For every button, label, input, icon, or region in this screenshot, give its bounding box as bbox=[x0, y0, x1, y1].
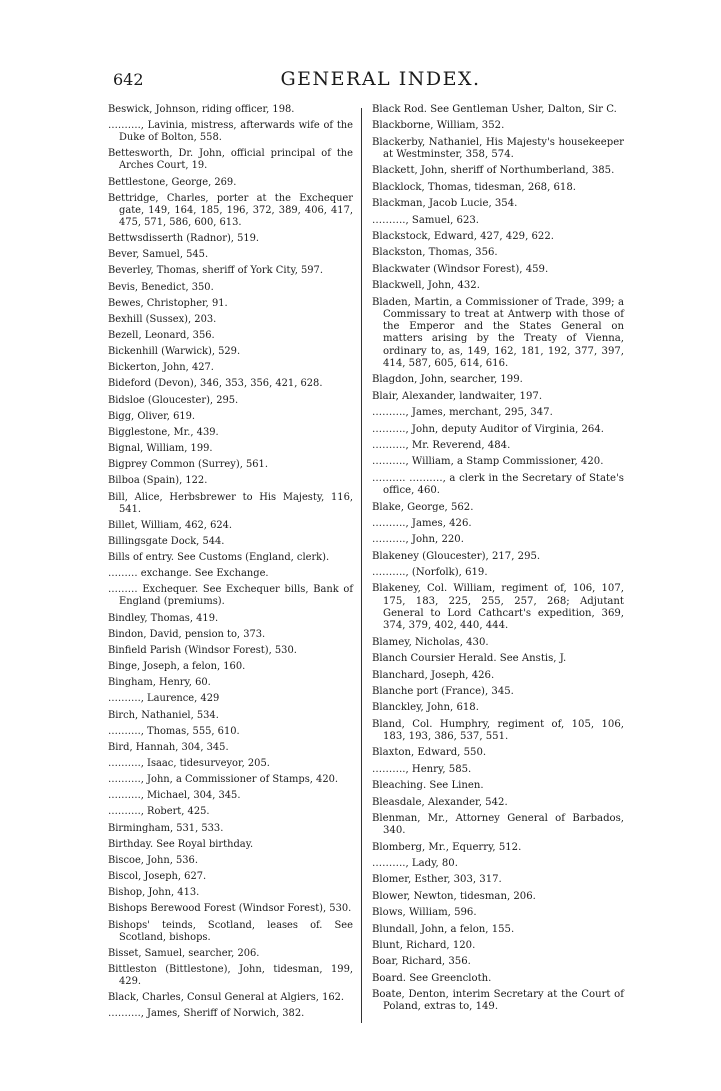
index-entry: Bladen, Martin, a Commissioner of Trade, 399; a Commissary to treat at Antwerp with those of the Emperor and the States General on matters arising by the Treaty of Vienna, ordinary to, as, 149, 162, 181, 192, 377, 397, 414, 587, 605, 614, 616. bbox=[372, 296, 624, 370]
index-entry: Birch, Nathaniel, 534. bbox=[108, 709, 219, 721]
index-entry: Blakeney, Col. William, regiment of, 106, 107, 175, 183, 225, 255, 257, 268; Adjutant General to Lord Cathcart's expedition, 369, 374, 379, 402, 440, 444. bbox=[372, 583, 624, 632]
page-title: GENERAL INDEX. bbox=[280, 68, 481, 90]
index-entry: Billingsgate Dock, 544. bbox=[108, 535, 225, 547]
index-entry: Bettesworth, Dr. John, official principal of the Arches Court, 19. bbox=[108, 148, 353, 172]
index-entry: ………., James, merchant, 295, 347. bbox=[372, 407, 553, 419]
index-entry: ………., Mr. Reverend, 484. bbox=[372, 440, 511, 452]
index-entry: Bindon, David, pension to, 373. bbox=[108, 628, 266, 640]
index-entry: Blackman, Jacob Lucie, 354. bbox=[372, 198, 518, 210]
index-entry: Bittleston (Bittlestone), John, tidesman, 199, 429. bbox=[108, 963, 353, 987]
index-entry: Blanckley, John, 618. bbox=[372, 702, 479, 714]
index-entry: Bishops Berewood Forest (Windsor Forest), 530. bbox=[108, 903, 352, 915]
index-entry: Bilboa (Spain), 122. bbox=[108, 475, 208, 487]
index-entry: Bishops' teinds, Scotland, leases of. See Scotland, bishops. bbox=[108, 919, 353, 943]
index-entry: Blacklock, Thomas, tidesman, 268, 618. bbox=[372, 181, 576, 193]
index-entry: Blagdon, John, searcher, 199. bbox=[372, 374, 523, 386]
index-entry: Bexhill (Sussex), 203. bbox=[108, 313, 217, 325]
index-entry: ………., John, 220. bbox=[372, 534, 464, 546]
index-entry: Bingham, Henry, 60. bbox=[108, 677, 211, 689]
index-entry: Blackborne, William, 352. bbox=[372, 120, 505, 132]
index-entry: ………., Thomas, 555, 610. bbox=[108, 725, 240, 737]
right-index-column bbox=[372, 104, 624, 1018]
index-entry: Blackerby, Nathaniel, His Majesty's housekeeper at Westminster, 358, 574. bbox=[372, 136, 624, 161]
index-entry: Blair, Alexander, landwaiter, 197. bbox=[372, 390, 543, 402]
index-entry: Blaxton, Edward, 550. bbox=[372, 747, 487, 759]
index-entry: Bever, Samuel, 545. bbox=[108, 249, 209, 261]
page-number: 642 bbox=[113, 70, 144, 89]
index-entry: Blomberg, Mr., Equerry, 512. bbox=[372, 841, 522, 853]
index-entry: Bill, Alice, Herbsbrewer to His Majesty, 116, 541. bbox=[108, 491, 353, 515]
index-entry: Blanchard, Joseph, 426. bbox=[372, 669, 495, 681]
index-entry: ………., John, a Commissioner of Stamps, 420. bbox=[108, 774, 339, 786]
left-index-column bbox=[108, 104, 353, 1024]
index-entry: Board. See Greencloth. bbox=[372, 972, 492, 984]
index-entry: Bickenhill (Warwick), 529. bbox=[108, 346, 241, 358]
index-entry: Bigprey Common (Surrey), 561. bbox=[108, 459, 268, 471]
index-entry: ………., Laurence, 429 bbox=[108, 693, 220, 705]
index-entry: Blackwater (Windsor Forest), 459. bbox=[372, 263, 549, 275]
index-entry: Blake, George, 562. bbox=[372, 501, 474, 513]
index-entry: Bindley, Thomas, 419. bbox=[108, 612, 219, 624]
index-entry: Blenman, Mr., Attorney General of Barbados, 340. bbox=[372, 812, 624, 837]
index-entry: Bigg, Oliver, 619. bbox=[108, 410, 196, 422]
index-entry: Bettwsdisserth (Radnor), 519. bbox=[108, 233, 260, 245]
index-entry: Bleasdale, Alexander, 542. bbox=[372, 796, 508, 808]
index-entry: Bickerton, John, 427. bbox=[108, 362, 214, 374]
index-entry: Binfield Parish (Windsor Forest), 530. bbox=[108, 644, 297, 656]
index-entry: Birthday. See Royal birthday. bbox=[108, 838, 254, 850]
index-entry: Birmingham, 531, 533. bbox=[108, 822, 224, 834]
index-entry: ………., Samuel, 623. bbox=[372, 214, 480, 226]
index-entry: ……… Exchequer. See Exchequer bills, Bank of England (premiums). bbox=[108, 584, 353, 608]
index-entry: Bisset, Samuel, searcher, 206. bbox=[108, 947, 260, 959]
index-entry: Blomer, Esther, 303, 317. bbox=[372, 874, 502, 886]
index-entry: Blundall, John, a felon, 155. bbox=[372, 923, 515, 935]
index-entry: Blunt, Richard, 120. bbox=[372, 939, 476, 951]
index-entry: ………., James, 426. bbox=[372, 517, 472, 529]
index-entry: Blamey, Nicholas, 430. bbox=[372, 636, 489, 648]
index-entry: ………. ………., a clerk in the Secretary of State's office, 460. bbox=[372, 472, 624, 497]
index-entry: Blackwell, John, 432. bbox=[372, 280, 480, 292]
index-entry: Bigglestone, Mr., 439. bbox=[108, 426, 219, 438]
index-entry: Bignal, William, 199. bbox=[108, 443, 213, 455]
index-entry: Bishop, John, 413. bbox=[108, 887, 200, 899]
column-divider bbox=[361, 108, 362, 1023]
index-entry: Bills of entry. See Customs (England, clerk). bbox=[108, 552, 330, 564]
index-entry: Blackston, Thomas, 356. bbox=[372, 247, 498, 259]
index-entry: Blower, Newton, tidesman, 206. bbox=[372, 890, 536, 902]
index-entry: ………., Lavinia, mistress, afterwards wife of the Duke of Bolton, 558. bbox=[108, 120, 353, 144]
index-entry: Blanche port (France), 345. bbox=[372, 685, 514, 697]
index-entry: ………., John, deputy Auditor of Virginia, 264. bbox=[372, 423, 604, 435]
index-entry: ………., (Norfolk), 619. bbox=[372, 567, 488, 579]
index-entry: ………., Henry, 585. bbox=[372, 763, 472, 775]
index-entry: Blows, William, 596. bbox=[372, 907, 477, 919]
index-entry: Boar, Richard, 356. bbox=[372, 956, 471, 968]
index-entry: Bidsloe (Gloucester), 295. bbox=[108, 394, 239, 406]
index-entry: ………., Robert, 425. bbox=[108, 806, 210, 818]
index-entry: ………., Lady, 80. bbox=[372, 858, 458, 870]
index-entry: Biscoe, John, 536. bbox=[108, 854, 198, 866]
index-entry: Blackett, John, sheriff of Northumberland, 385. bbox=[372, 165, 615, 177]
index-entry: ……… exchange. See Exchange. bbox=[108, 568, 269, 580]
index-entry: Binge, Joseph, a felon, 160. bbox=[108, 661, 246, 673]
index-entry: Black, Charles, Consul General at Algiers, 162. bbox=[108, 992, 345, 1004]
index-entry: Beverley, Thomas, sheriff of York City, 597. bbox=[108, 265, 323, 277]
index-entry: Bettridge, Charles, porter at the Exchequer gate, 149, 164, 185, 196, 372, 389, 406, 417, 475, 571, 586, 600, 613. bbox=[108, 192, 353, 228]
index-entry: Biscol, Joseph, 627. bbox=[108, 871, 207, 883]
index-entry: Bettlestone, George, 269. bbox=[108, 176, 237, 188]
index-entry: Blanch Coursier Herald. See Anstis, J. bbox=[372, 653, 567, 665]
index-entry: Bleaching. See Linen. bbox=[372, 780, 484, 792]
index-entry: Bezell, Leonard, 356. bbox=[108, 329, 215, 341]
index-entry: Beswick, Johnson, riding officer, 198. bbox=[108, 104, 295, 115]
index-entry: ………., Isaac, tidesurveyor, 205. bbox=[108, 758, 270, 769]
index-entry: Boate, Denton, interim Secretary at the Court of Poland, extras to, 149. bbox=[372, 989, 624, 1013]
index-entry: Bewes, Christopher, 91. bbox=[108, 297, 228, 309]
index-entry: ………., James, Sheriff of Norwich, 382. bbox=[108, 1008, 305, 1020]
index-entry: ………., Michael, 304, 345. bbox=[108, 790, 241, 802]
index-entry: Bideford (Devon), 346, 353, 356, 421, 628. bbox=[108, 378, 323, 390]
index-entry: ………., William, a Stamp Commissioner, 420. bbox=[372, 456, 604, 468]
index-entry: Bevis, Benedict, 350. bbox=[108, 281, 214, 293]
index-entry: Bland, Col. Humphry, regiment of, 105, 106, 183, 193, 386, 537, 551. bbox=[372, 718, 624, 742]
index-entry: Billet, William, 462, 624. bbox=[108, 519, 233, 531]
index-entry: Blackstock, Edward, 427, 429, 622. bbox=[372, 231, 554, 243]
index-entry: Black Rod. See Gentleman Usher, Dalton, Sir C. bbox=[372, 104, 617, 115]
index-entry: Bird, Hannah, 304, 345. bbox=[108, 741, 229, 753]
index-entry: Blakeney (Gloucester), 217, 295. bbox=[372, 550, 541, 562]
